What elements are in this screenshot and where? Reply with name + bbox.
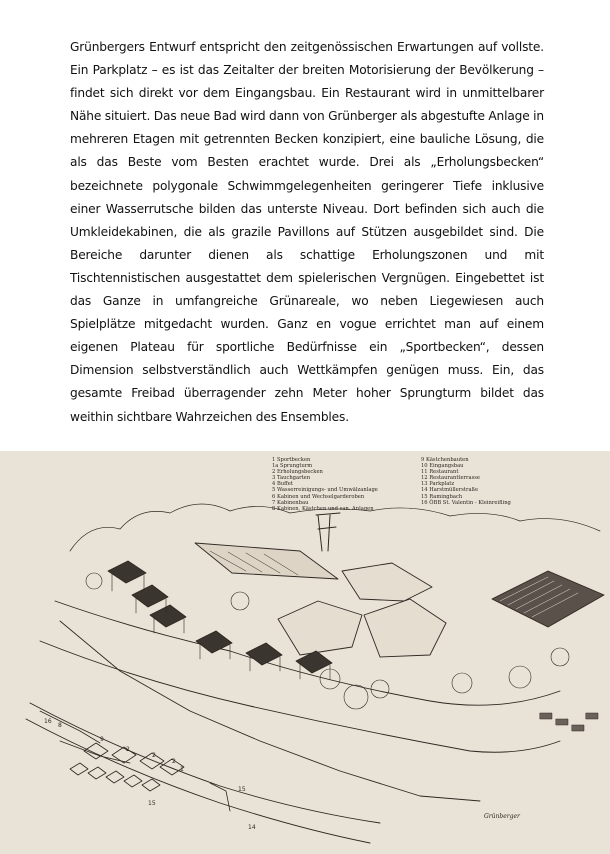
map-number: 15	[148, 800, 156, 807]
map-number: 1	[180, 766, 184, 773]
legend-item: 1a Sprungturm	[272, 463, 313, 470]
recreation-pool	[342, 563, 432, 601]
legend-item: 7 Kabinenbau	[272, 499, 309, 506]
legend-item: 12 Restaurantterrasse	[421, 475, 481, 482]
legend-item: 3 Tauchgarten	[272, 475, 311, 482]
sport-pool	[195, 543, 338, 579]
artist-signature: Grünberger	[484, 813, 520, 820]
parking-cars	[540, 713, 598, 731]
map-number: 2	[172, 758, 176, 765]
legend-item: 9 Kästchenbauten	[421, 457, 469, 463]
map-number: 8	[58, 722, 62, 729]
map-number: 9	[100, 736, 104, 743]
legend-right-column	[421, 457, 511, 506]
legend-item: 6 Kabinen und Wechselgarderoben	[272, 493, 365, 500]
road	[26, 719, 370, 843]
site-plan-illustration	[0, 451, 610, 854]
legend-item: 13 Parkplatz	[421, 481, 455, 488]
map-number: 16	[44, 718, 52, 725]
legend-item: 14 Harstmüllerstraße	[421, 487, 479, 494]
legend-item: 11 Restaurant	[421, 469, 459, 476]
legend-item: 10 Eingangsbau	[421, 463, 464, 470]
legend-left-column	[272, 457, 378, 512]
legend-item: 8 Kabinen, Kästchen und san. Anlagen	[272, 505, 374, 512]
legend-item: 16 ÖBB St. Valentin - Kleinreifling	[421, 499, 511, 506]
road	[30, 703, 380, 823]
entrance-building	[492, 571, 604, 627]
map-number: 15	[238, 786, 246, 793]
article-paragraph: Grünbergers Entwurf entspricht den zeitgenössischen Erwartungen auf vollste. Ein Parkplatz – es ist das Zeitalter der breiten Motorisierung der Bevölkerung – findet sich direkt vor dem Eingangsbau. Ein Restaurant wird in unmittelbarer Nähe situiert. Das neue Bad wird dann von Grünberger als abgestufte Anlage in mehreren Etagen mit getrennten Becken konzipiert, eine bauliche Lösung, die als das Beste vom Besten erachtet wurde. Drei als „Erholungsbecken“ bezeichnete polygonale Schwimmgelegenheiten geringerer Tiefe inklusive einer Wasserrutsche bilden das unterste Niveau. Dort befinden sich auch die Umkleidekabinen, die als grazile Pavillons auf Stützen ausgebildet sind. Die Bereiche darunter dienen als schattige Erholungszonen und mit Tischtennistischen ausgestattet dem spielerischen Vergnügen. Eingebettet ist das Ganze in umfangreiche Grünareale, wo neben Liegewiesen auch Spielplätze mitgedacht wurden. Ganz en vogue errichtet man auf einem eigenen Plateau für sportliche Bedürfnisse ein „Sportbecken“, dessen Dimension selbstverständlich auch Wettkämpfen genügen muss. Ein, das gesamte Freibad überragender zehn Meter hoher Sprungturm bildet das weithin sichtbare Wahrzeichen des Ensembles.	[70, 40, 544, 424]
map-number: 2	[126, 746, 130, 753]
legend-item: 4 Buffet	[272, 481, 293, 488]
legend-item: 15 Ramingbach	[421, 493, 463, 500]
legend-item: 1 Sportbecken	[272, 457, 311, 463]
recreation-pool	[278, 601, 362, 655]
small-site-plan	[40, 711, 230, 811]
article-text-block	[70, 36, 544, 429]
terrain-line	[40, 641, 560, 752]
map-number: 2	[152, 752, 156, 759]
legend-item: 5 Wasserreinigungs- und Umwälzanlage	[272, 487, 378, 494]
legend-item: 2 Erholungsbecken	[272, 469, 323, 476]
map-number: 14	[248, 824, 256, 831]
diving-tower	[316, 513, 340, 551]
recreation-pool	[364, 599, 446, 657]
